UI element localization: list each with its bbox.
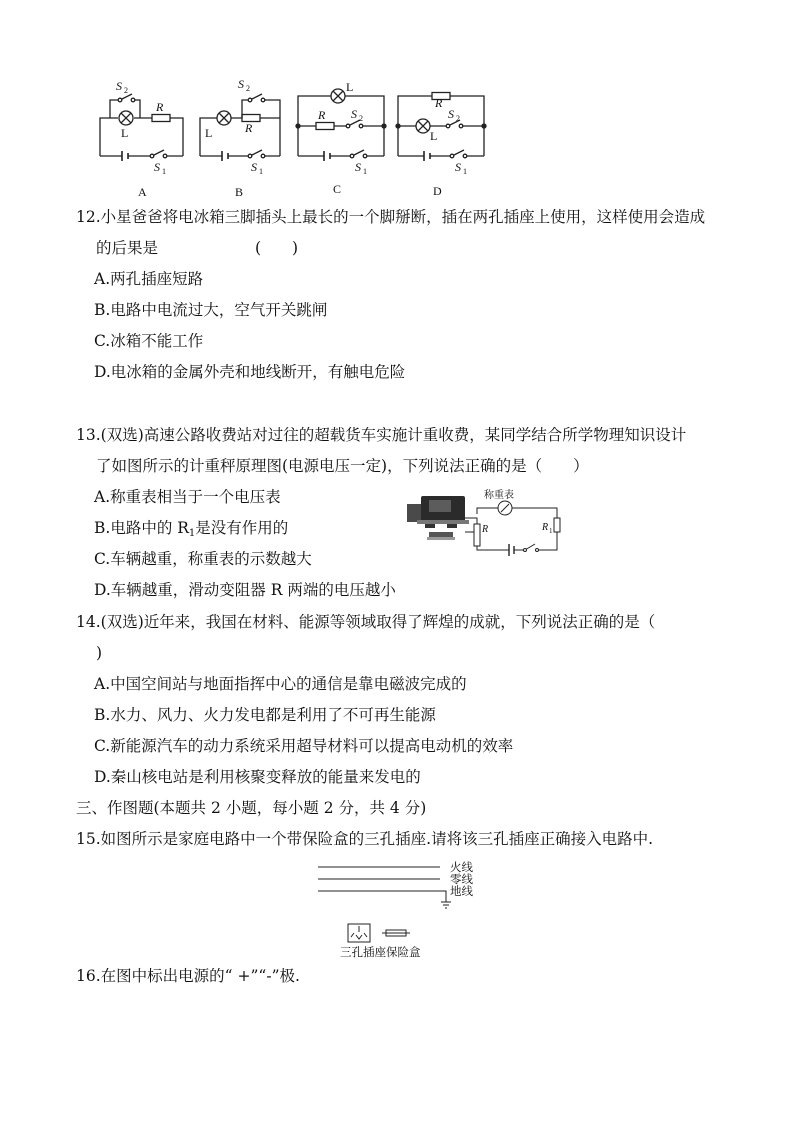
section-3-heading: 三、作图题(本题共 2 小题，每小题 2 分，共 4 分) xyxy=(76,799,427,817)
svg-text:R: R xyxy=(482,524,489,535)
svg-text:2: 2 xyxy=(124,86,128,95)
svg-text:S: S xyxy=(251,160,257,174)
svg-text:1: 1 xyxy=(549,527,553,535)
svg-text:R: R xyxy=(318,108,326,122)
q14-option-c: C.新能源汽车的动力系统采用超导材料可以提高电动机的效率 xyxy=(94,737,514,755)
q12-option-a: A.两孔插座短路 xyxy=(94,270,204,288)
q12-answer-blank: ( ) xyxy=(255,239,299,257)
q16-stem: 16.在图中标出电源的“ +”“-”极. xyxy=(76,967,300,985)
svg-text:L: L xyxy=(121,126,129,140)
ground-wire-label: 地线 xyxy=(450,886,473,898)
q15-household-circuit-figure xyxy=(312,858,492,958)
q13-weighbridge-figure xyxy=(405,488,565,558)
q12-stem-line2: 的后果是 xyxy=(96,239,159,257)
option-d-label: D xyxy=(433,184,442,198)
q14-stem-line1: 14.(双选)近年来，我国在材料、能源等领域取得了辉煌的成就，下列说法正确的是（ xyxy=(76,613,656,631)
q14-option-a: A.中国空间站与地面指挥中心的通信是靠电磁波完成的 xyxy=(94,675,467,693)
q13-stem-line1: 13.(双选)高速公路收费站对过往的超载货车实施计重收费，某同学结合所学物理知识设计 xyxy=(76,426,687,444)
q14-option-b: B.水力、风力、火力发电都是利用了不可再生能源 xyxy=(94,706,436,724)
svg-text:L: L xyxy=(205,126,213,140)
live-wire-label: 火线 xyxy=(450,862,473,874)
q13-option-c: C.车辆越重，称重表的示数越大 xyxy=(94,550,312,568)
ground-wire-line xyxy=(318,891,446,902)
option-c-label: C xyxy=(333,182,342,196)
svg-text:R: R xyxy=(156,100,164,114)
resistor-r1-icon xyxy=(554,518,560,532)
svg-text:S: S xyxy=(455,160,461,174)
svg-text:R: R xyxy=(245,121,253,135)
q13-stem-line2: 了如图所示的计重秤原理图(电源电压一定)，下列说法正确的是（ ） xyxy=(96,457,589,475)
svg-text:1: 1 xyxy=(162,167,166,176)
svg-text:S: S xyxy=(448,107,454,121)
circuit-c xyxy=(296,89,386,161)
circuit-a xyxy=(100,94,183,161)
meter-label: 称重表 xyxy=(484,490,514,501)
q12-stem-line1: 12.小星爸爸将电冰箱三脚插头上最长的一个脚掰断，插在两孔插座上使用，这样使用会造成 xyxy=(76,208,706,226)
q13-option-d: D.车辆越重，滑动变阻器 R 两端的电压越小 xyxy=(94,581,396,599)
truck-icon xyxy=(407,496,469,540)
svg-text:L: L xyxy=(430,129,438,143)
battery-icon xyxy=(122,151,128,161)
svg-text:S: S xyxy=(355,160,361,174)
ground-icon xyxy=(441,902,451,908)
svg-text:S: S xyxy=(238,77,244,91)
q12-option-c: C.冰箱不能工作 xyxy=(94,332,204,350)
svg-text:1: 1 xyxy=(463,167,467,176)
svg-text:R: R xyxy=(542,522,549,533)
q15-stem: 15.如图所示是家庭电路中一个带保险盒的三孔插座.请将该三孔插座正确接入电路中. xyxy=(76,830,654,848)
option-b-label: B xyxy=(235,185,244,199)
fuse-label: 保险盒 xyxy=(386,947,421,958)
resistor-icon xyxy=(152,115,170,122)
svg-text:S: S xyxy=(351,107,357,121)
svg-text:2: 2 xyxy=(359,114,363,123)
svg-text:S: S xyxy=(116,79,122,93)
svg-text:R: R xyxy=(435,96,443,110)
svg-text:2: 2 xyxy=(246,84,250,93)
socket-label: 三孔插座 xyxy=(340,947,386,958)
q11-circuit-figure xyxy=(90,74,500,200)
q14-option-d: D.秦山核电站是利用核聚变释放的能量来发电的 xyxy=(94,768,421,786)
neutral-wire-label: 零线 xyxy=(450,874,473,886)
q12-option-d: D.电冰箱的金属外壳和地线断开，有触电危险 xyxy=(94,363,406,381)
svg-text:2: 2 xyxy=(456,114,460,123)
rheostat-r-icon xyxy=(474,524,480,546)
q14-stem-line2: ) xyxy=(96,644,103,662)
q13-option-a: A.称重表相当于一个电压表 xyxy=(94,488,281,506)
svg-text:1: 1 xyxy=(259,167,263,176)
svg-text:L: L xyxy=(346,80,354,94)
q13-option-b: B.电路中的 $R_1$是没有作用的 xyxy=(94,519,289,539)
option-a-label: A xyxy=(138,185,147,199)
svg-text:1: 1 xyxy=(363,167,367,176)
q12-option-b: B.电路中电流过大，空气开关跳闸 xyxy=(94,301,328,319)
battery-icon xyxy=(509,544,514,556)
svg-text:S: S xyxy=(154,160,160,174)
